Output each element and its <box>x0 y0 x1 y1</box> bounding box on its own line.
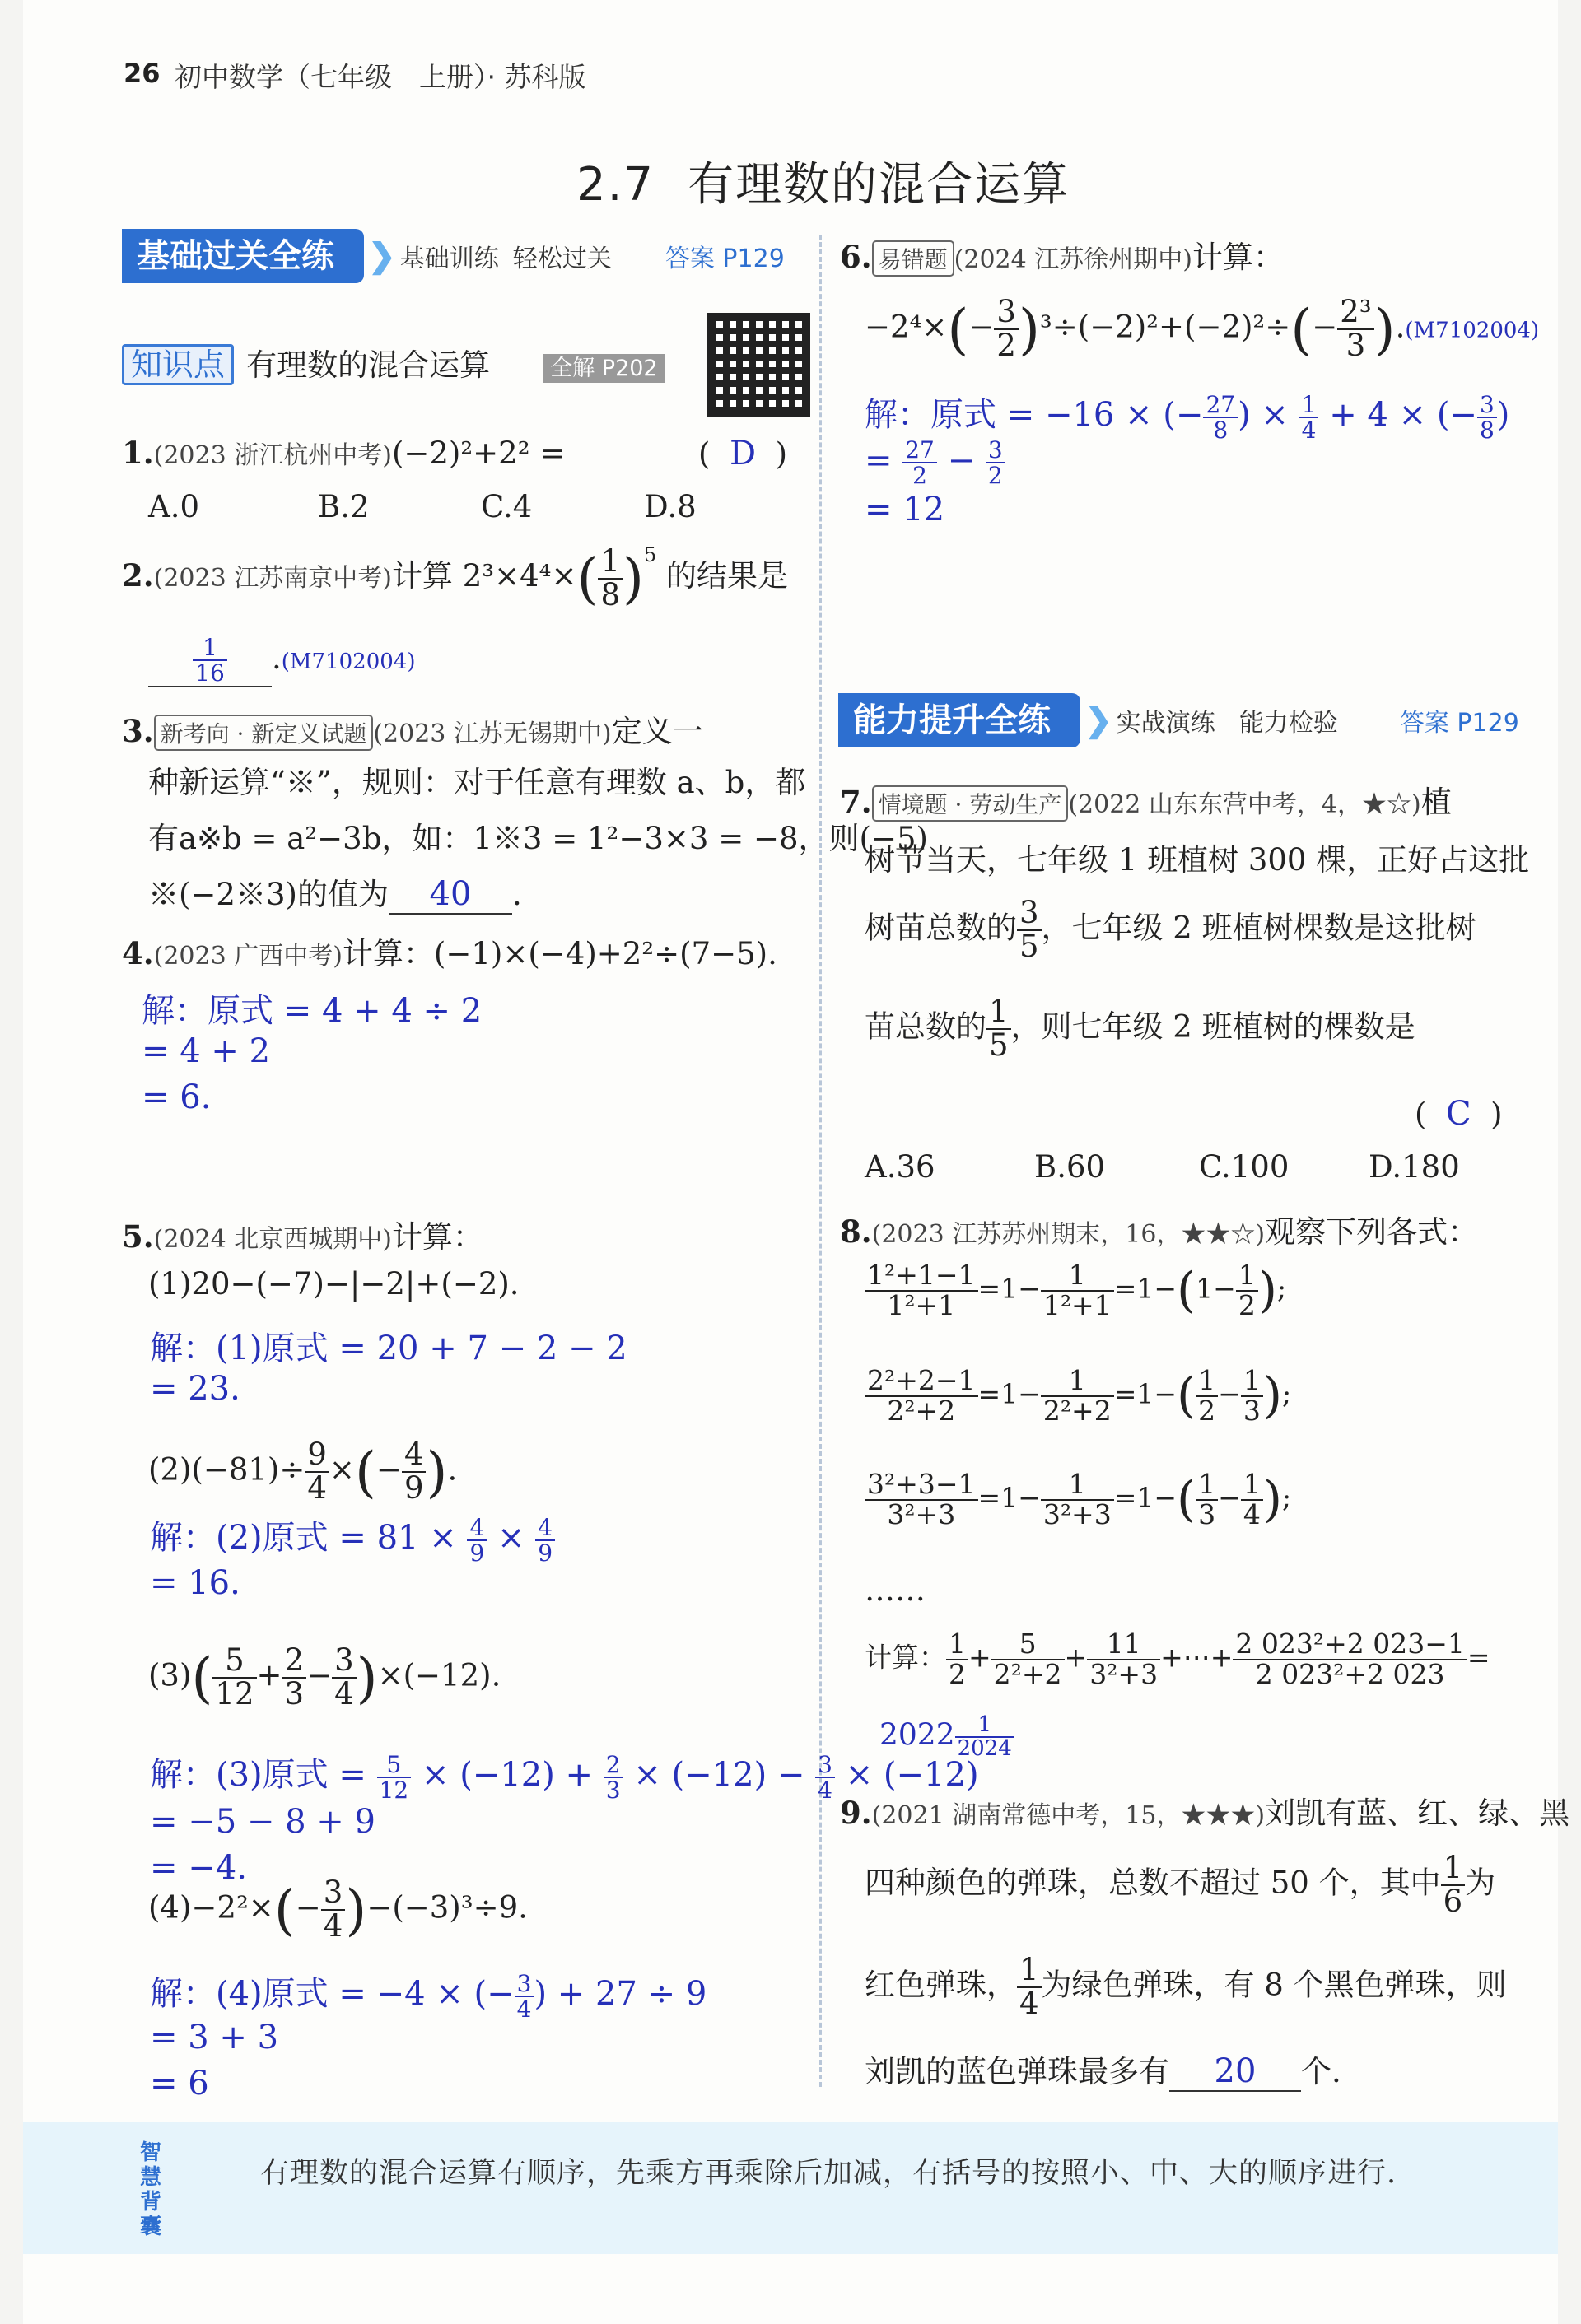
q5-p3: (3)( $\frac{5}{12}$ + $\frac{2}{3}$ − $\frac{3}{4}$ )×(−12). <box>148 1642 501 1712</box>
q8-eq-2: $\frac{\text{2²+2−1}}{\text{2²+2}}$ =1− $\frac{1}{\text{2²+2}}$ =1−( $\frac{1}{2}$ − $\frac{1}{3}$ ); <box>865 1367 1291 1425</box>
q9-line3: 红色弹珠， $\frac{1}{4}$ 为绿色弹珠，有 8 个黑色弹珠，则 <box>865 1952 1507 2021</box>
q8-eq-1: $\frac{\text{1²+1−1}}{\text{1²+1}}$ =1− $\frac{1}{\text{1²+1}}$ =1−(1− $\frac{1}{2}$ ); <box>865 1261 1286 1320</box>
q6: 6. 易错题 (2024 江苏徐州期中)计算： <box>840 239 1284 275</box>
section-title: 2.7 有理数的混合运算 <box>576 158 1070 212</box>
q3-line3: 有a※b = a²−3b，如：1※3 = 1²−3×3 = −8，则(−5) <box>148 821 928 856</box>
q5-s4: 解：(4)原式 = −4 × (− $\frac{3}{4}$ ) + 27 ÷ 9 <box>150 1969 707 2023</box>
q5-s4-line2: = 3 + 3 <box>150 2019 279 2056</box>
answer-ref[interactable]: 答案 P129 <box>665 245 785 273</box>
q8: 8.(2023 江苏苏州期末，16，★★☆)观察下列各式： <box>840 1213 1479 1250</box>
q4-sol-1: 解：原式 = 4 + 4 ÷ 2 <box>142 992 483 1030</box>
column-divider <box>819 235 822 2087</box>
q6-sol-1: 解：原式 = −16 × (− $\frac{27}{8}$ ) × $\frac{1}{4}$ + 4 × (− $\frac{3}{8}$ ) <box>865 390 1510 444</box>
knowledge-text: 有理数的混合运算 <box>246 347 491 383</box>
chevron-icon: ❯ <box>368 236 396 275</box>
banner-advanced-label: 能力提升全练 <box>838 693 1080 747</box>
q3-line4: ※(−2※3)的值为 40 . <box>148 875 522 913</box>
q8-eq-3: $\frac{\text{3²+3−1}}{\text{3²+3}}$ =1− $\frac{1}{\text{3²+3}}$ =1−( $\frac{1}{3}$ − $\frac{1}{4}$ ); <box>865 1470 1291 1529</box>
q5-p2: (2)(−81)÷ $\frac{9}{4}$ ×(− $\frac{4}{9}$ ). <box>148 1437 458 1506</box>
q6-sol-3: = 12 <box>865 491 945 529</box>
qr-code-icon[interactable] <box>707 313 810 417</box>
q5-p1: (1)20−(−7)−|−2|+(−2). <box>148 1266 520 1302</box>
q7-line3: 树苗总数的 $\frac{3}{5}$ ，七年级 2 班植树棵数是这批树 <box>865 895 1476 964</box>
q6-expr: −2⁴×(− $\frac{3}{2}$ )³÷(−2)²+(−2)²÷(− $\frac{\text{2³}}{3}$ ).(M7102004) <box>865 294 1540 363</box>
q9: 9.(2021 湖南常德中考，15，★★★)刘凯有蓝、红、绿、黑 <box>840 1795 1570 1831</box>
q5-s2: 解：(2)原式 = 81 × $\frac{4}{9}$ × $\frac{4}{9}$ <box>150 1511 555 1565</box>
q5-s2-result: = 16. <box>150 1564 240 1602</box>
q1-options: A.0 B.2 C.4 D.8 <box>148 489 697 524</box>
q4-sol-3: = 6. <box>142 1078 212 1116</box>
knowledge-point <box>122 339 665 384</box>
chevron-icon: ❯ <box>1084 701 1112 739</box>
q7: 7. 情境题 · 劳动生产 (2022 山东东营中考，4，★☆)植 <box>840 784 1452 820</box>
q4: 4.(2023 广西中考)计算：(−1)×(−4)+2²÷(7−5). <box>122 935 777 971</box>
banner-advanced-sub1: 实战演练 <box>1116 709 1215 738</box>
q9-line4: 刘凯的蓝色弹珠最多有 20 个. <box>865 2052 1341 2090</box>
footer-side-label: 智慧背囊 <box>140 2140 162 2239</box>
q5: 5.(2024 北京西城期中)计算： <box>122 1218 483 1255</box>
q5-s4-line3: = 6 <box>150 2065 209 2103</box>
book-title: 初中数学（七年级 上册）· 苏科版 <box>175 61 586 93</box>
q7-line2: 树节当天，七年级 1 班植树 300 棵，正好占这批 <box>865 842 1530 878</box>
page-number: 26 <box>124 58 161 89</box>
q8-answer: 2022 $\frac{1}{2024}$ <box>879 1714 1014 1761</box>
q2-answer: $\frac{1}{16}$ .(M7102004) <box>148 636 415 687</box>
q5-p4: (4)−2²×(− $\frac{3}{4}$ )−(−3)³÷9. <box>148 1875 528 1944</box>
footer-tip-text: 有理数的混合运算有顺序，先乘方再乘除后加减，有括号的按照小、中、大的顺序进行. <box>260 2157 1397 2190</box>
q8-calc: 计算： $\frac{1}{2}$ + $\frac{5}{\text{2²+2}}$ + $\frac{11}{\text{3²+3}}$ +⋯+ $\frac{\text{2 023²+2 023−1}}{\text{2 023²+2 023}}$ = <box>865 1628 1490 1690</box>
q5-s1-1: 解：(1)原式 = 20 + 7 − 2 − 2 <box>150 1330 627 1367</box>
q5-s3-line2: = −5 − 8 + 9 <box>150 1803 375 1841</box>
ref-badge[interactable]: 全解 P202 <box>543 354 664 383</box>
q5-s3: 解：(3)原式 = $\frac{5}{12}$ × (−12) + $\frac{2}{3}$ × (−12) − $\frac{3}{4}$ × (−12) <box>150 1750 979 1804</box>
banner-basic <box>122 229 785 283</box>
q2: 2.(2023 江苏南京中考)计算 2³×4⁴×( $\frac{1}{8}$ )$^5$ 的结果是 <box>122 543 789 612</box>
q1: 1.(2023 浙江杭州中考)(−2)²+2² = <box>122 435 566 471</box>
q7-line4: 苗总数的 $\frac{1}{5}$ ，则七年级 2 班植树的棵数是 <box>865 994 1415 1063</box>
q3: 3. 新考向 · 新定义试题 (2023 江苏无锡期中)定义一 <box>122 713 703 749</box>
q3-line2: 种新运算“※”，规则：对于任意有理数 a、b，都 <box>148 765 806 800</box>
q9-line2: 四种颜色的弹珠，总数不超过 50 个，其中 $\frac{1}{6}$ 为 <box>865 1850 1496 1919</box>
q5-s3-line3: = −4. <box>150 1849 247 1887</box>
q6-sol-2: = $\frac{27}{2}$ − $\frac{3}{2}$ <box>865 438 1005 488</box>
banner-basic-sub2: 轻松过关 <box>512 245 612 273</box>
answer-ref[interactable]: 答案 P129 <box>1399 709 1519 738</box>
banner-basic-label: 基础过关全练 <box>122 229 364 283</box>
q5-s1-2: = 23. <box>150 1370 240 1408</box>
banner-advanced-sub2: 能力检验 <box>1238 709 1338 738</box>
banner-advanced <box>838 693 1519 747</box>
q7-options: A.36 B.60 C.100 D.180 <box>865 1149 1460 1185</box>
banner-basic-sub1: 基础训练 <box>399 245 499 273</box>
q7-answer: ( C ) <box>1415 1095 1503 1133</box>
q8-dots: …… <box>865 1572 926 1608</box>
q1-answer: ( D ) <box>698 435 788 473</box>
knowledge-tag: 知识点 <box>122 344 234 385</box>
q4-sol-2: = 4 + 2 <box>142 1032 271 1070</box>
